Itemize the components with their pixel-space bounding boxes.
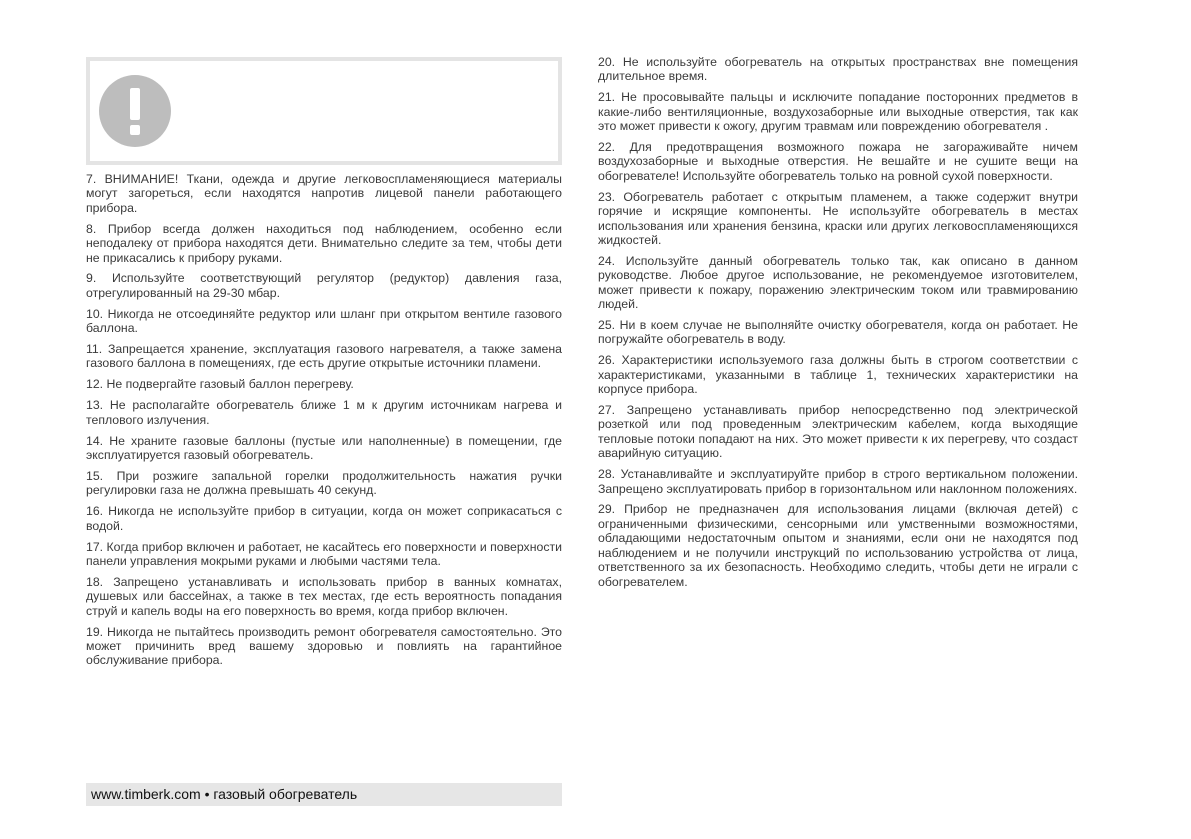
footer-text: www.timberk.com • газовый обогреватель [91, 786, 358, 802]
left-column [86, 172, 562, 674]
safety-item-19: 19. Никогда не пытайтесь производить ремонт обогревателя самостоятельно. Это может причинить вред вашему здоровью и повлиять на гарантийное обслуживание прибора. [86, 624, 562, 668]
safety-item-14: 14. Не храните газовые баллоны (пустые или наполненные) в помещении, где эксплуатируется газовый обогреватель. [86, 433, 562, 462]
safety-item-29: 29. Прибор не предназначен для использования лицами (включая детей) с ограниченными физическими, сенсорными или умственными возможностями, обладающими недостаточным опытом и знаниями, если они не находятся под наблюдением и не получили инструкций по использованию устройства от лица, ответственного за их безопасность. Необходимо следить, чтобы дети не играли с обогревателем. [598, 502, 1078, 589]
safety-item-26: 26. Характеристики используемого газа должны быть в строгом соответствии с характеристиками, указанными в таблице 1, технических характеристики на корпусе прибора. [598, 353, 1078, 397]
safety-item-16: 16. Никогда не используйте прибор в ситуации, когда он может соприкасаться с водой. [86, 504, 562, 533]
safety-item-18: 18. Запрещено устанавливать и использовать прибор в ванных комнатах, душевых или бассейнах, а также в тех местах, где есть вероятность попадания струй и капель воды на его поверхность во время, когда прибор включен. [86, 574, 562, 618]
exclamation-bar [130, 88, 140, 120]
safety-item-17: 17. Когда прибор включен и работает, не касайтесь его поверхности и поверхности панели управления мокрыми руками и любыми частями тела. [86, 539, 562, 568]
safety-item-8: 8. Прибор всегда должен находиться под наблюдением, особенно если неподалеку от прибора находятся дети. Внимательно следите за тем, чтобы дети не прикасались к прибору руками. [86, 221, 562, 265]
safety-item-11: 11. Запрещается хранение, эксплуатация газового нагревателя, а также замена газового баллона в помещениях, где есть другие открытые источники пламени. [86, 342, 562, 371]
exclamation-icon [99, 75, 171, 147]
safety-item-13: 13. Не располагайте обогреватель ближе 1 м к другим источникам нагрева и теплового излучения. [86, 398, 562, 427]
safety-item-23: 23. Обогреватель работает с открытым пламенем, а также содержит внутри горячие и искрящие компоненты. Не используйте обогреватель в местах использования или хранения бензина, краски или других легковоспламеняющихся жидкостей. [598, 189, 1078, 247]
safety-item-24: 24. Используйте данный обогреватель только так, как описано в данном руководстве. Любое другое использование, не рекомендуемое изготовителем, может привести к пожару, поражению электрическим током или травмированию людей. [598, 253, 1078, 312]
safety-item-15: 15. При розжиге запальной горелки продолжительность нажатия ручки регулировки газа не должна превышать 40 секунд. [86, 468, 562, 498]
safety-item-27: 27. Запрещено устанавливать прибор непосредственно под электрической розеткой или под проведенным электрическим кабелем, когда выходящие тепловые потоки попадают на них. Это может привести к их перегреву, что создаст аварийную ситуацию. [598, 403, 1078, 461]
safety-item-9: 9. Используйте соответствующий регулятор (редуктор) давления газа, отрегулированный на 29-30 мбар. [86, 271, 562, 300]
exclamation-dot [130, 125, 140, 135]
warning-box [86, 57, 562, 165]
page-footer [86, 783, 562, 806]
safety-item-21: 21. Не просовывайте пальцы и исключите попадание посторонних предметов в какие-либо вентиляционные, воздухозаборные или выходные отверстия, так как это может привести к ожогу, другим травмам или повреждению обогревателя . [598, 90, 1078, 134]
safety-item-12: 12. Не подвергайте газовый баллон перегреву. [86, 377, 354, 392]
safety-item-10: 10. Никогда не отсоединяйте редуктор или шланг при открытом вентиле газового баллона. [86, 306, 562, 336]
safety-item-25: 25. Ни в коем случае не выполняйте очистку обогревателя, когда он работает. Не погружайте обогреватель в воду. [598, 318, 1078, 347]
right-column [598, 55, 1078, 595]
safety-item-20: 20. Не используйте обогреватель на открытых пространствах вне помещения длительное время. [598, 55, 1078, 84]
safety-item-28: 28. Устанавливайте и эксплуатируйте прибор в строго вертикальном положении. Запрещено эксплуатировать прибор в горизонтальном или наклонном положениях. [598, 467, 1078, 496]
safety-item-22: 22. Для предотвращения возможного пожара не загораживайте ничем воздухозаборные и выходные отверстия. Не вешайте и не сушите вещи на обогревателе! Используйте обогреватель только на ровной сухой поверхности. [598, 140, 1078, 183]
safety-item-7: 7. ВНИМАНИЕ! Ткани, одежда и другие легковоспламеняющиеся материалы могут загореться, если находятся напротив лицевой панели работающего прибора. [86, 172, 562, 215]
